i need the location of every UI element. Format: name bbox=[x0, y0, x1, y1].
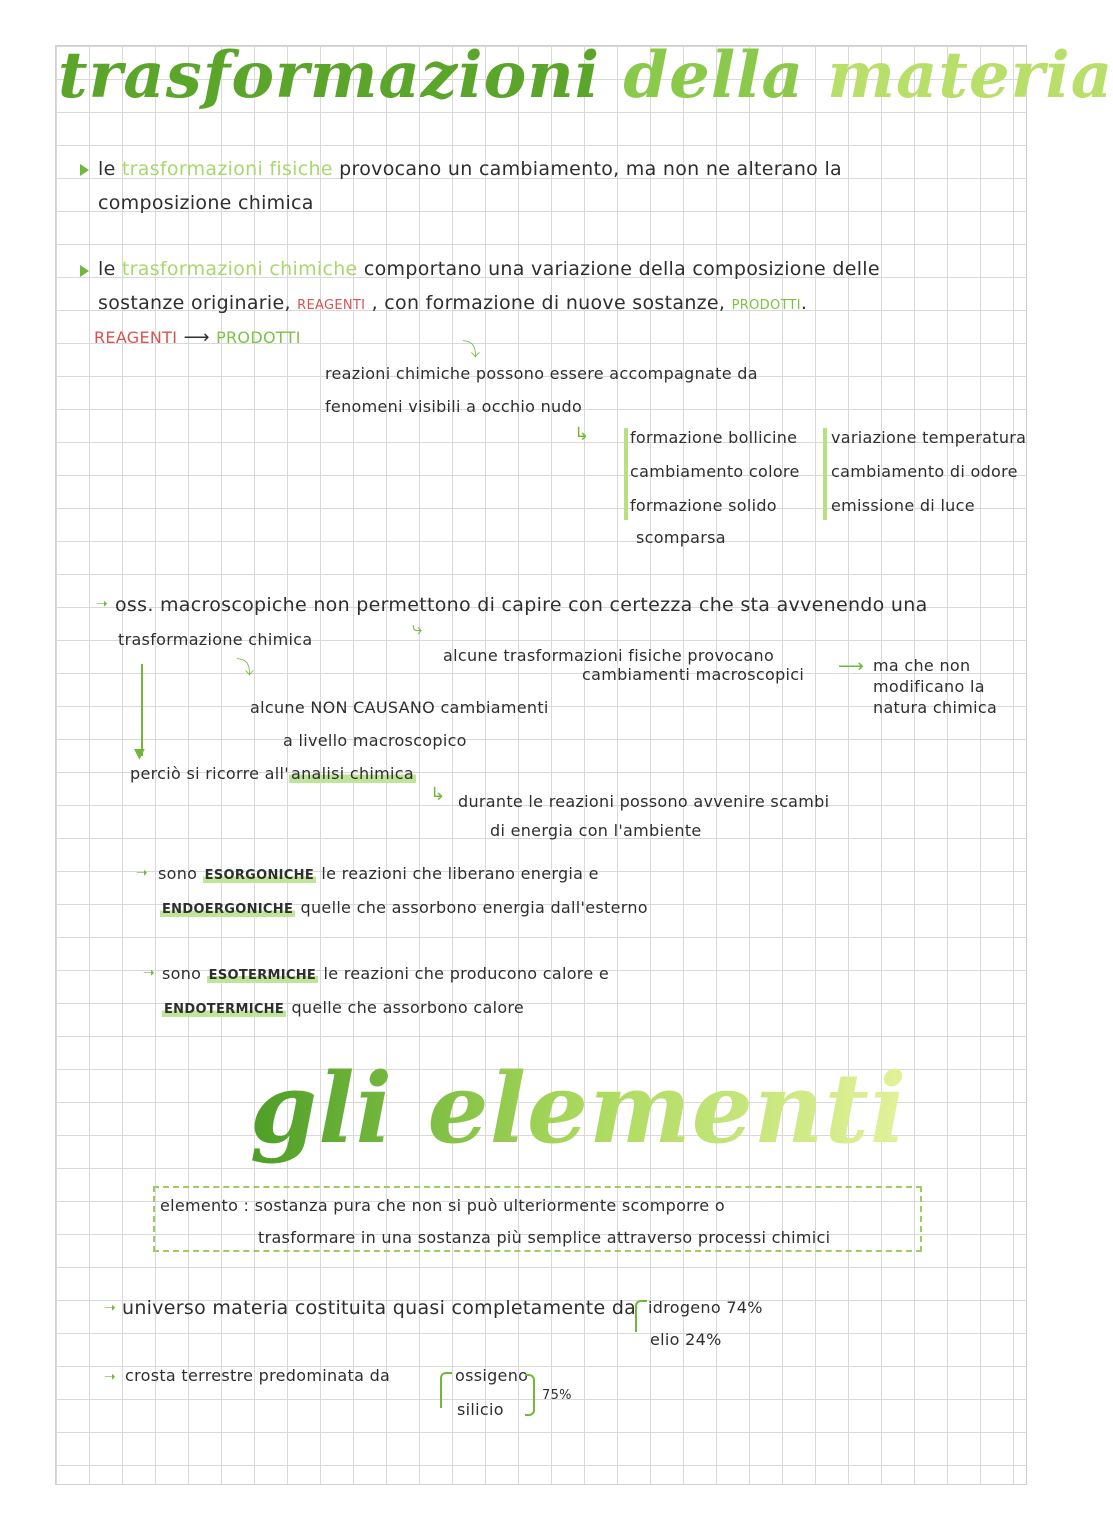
arrow-bullet-icon: ➝ bbox=[104, 1300, 116, 1316]
definition-line2: trasformare in una sostanza più semplice attraverso processi chimici bbox=[258, 1228, 831, 1247]
arrow-bullet-icon: ➝ bbox=[136, 865, 148, 881]
fenomeni-bar-left bbox=[624, 428, 628, 520]
closing-bracket-icon bbox=[525, 1374, 535, 1416]
arrow-bullet-icon: ➝ bbox=[96, 596, 108, 612]
period: . bbox=[800, 292, 808, 314]
definition-line1 bbox=[160, 1196, 725, 1215]
fisiche-text: provocano un cambiamento, ma non ne alterano la bbox=[339, 158, 842, 180]
reagenti-label: REAGENTI bbox=[297, 298, 366, 313]
prodotti-label: PRODOTTI bbox=[731, 298, 801, 313]
ma-che-line3: natura chimica bbox=[873, 698, 998, 717]
alcune-non-line1: alcune NON CAUSANO cambiamenti bbox=[250, 698, 549, 717]
endoergoniche-line bbox=[160, 898, 648, 917]
bullet-fisiche-line2: composizione chimica bbox=[98, 192, 314, 214]
reaction-equation bbox=[94, 326, 301, 348]
esorgoniche-highlight: ESORGONICHE bbox=[204, 868, 315, 883]
curved-arrow-icon: ⤵ bbox=[462, 340, 480, 361]
analisi-chimica-highlight: analisi chimica bbox=[290, 764, 414, 783]
arrow-bullet-icon: ➝ bbox=[143, 965, 155, 981]
fenomeno-item: formazione bollicine bbox=[630, 428, 798, 447]
silicio-value: silicio bbox=[457, 1400, 504, 1419]
lead-word: le bbox=[98, 258, 116, 280]
chimiche-text: comportano una variazione della composizione delle bbox=[363, 258, 880, 280]
fenomeni-bar-right bbox=[823, 428, 827, 520]
section-title-elementi: gli elementi bbox=[250, 1052, 908, 1165]
esotermiche-highlight: ESOTERMICHE bbox=[208, 968, 317, 983]
alcune-fisiche-line1: alcune trasformazioni fisiche provocano bbox=[443, 646, 775, 665]
endoergoniche-text: quelle che assorbono energia dall'esterno bbox=[300, 898, 648, 917]
hook-arrow-icon: ↳ bbox=[430, 784, 446, 805]
fenomeno-item: cambiamento di odore bbox=[831, 462, 1018, 481]
fenomeno-item: variazione temperatura bbox=[831, 428, 1027, 447]
right-arrow-icon: ⟶ bbox=[838, 656, 864, 677]
definition-text: sostanza pura che non si può ulteriormente scomporre o bbox=[254, 1196, 725, 1215]
right-arrow-icon: ⟶ bbox=[183, 327, 210, 348]
definition-label: elemento : bbox=[160, 1196, 250, 1215]
title-word-1: trasformazioni bbox=[58, 38, 601, 113]
elio-value: elio 24% bbox=[650, 1330, 722, 1349]
title-word-3: materia bbox=[827, 38, 1113, 113]
universo-line: universo materia costituita quasi completamente da bbox=[122, 1297, 637, 1319]
bullet-fisiche-line1 bbox=[98, 158, 842, 180]
esotermiche-text: le reazioni che producono calore e bbox=[323, 964, 610, 983]
equation-reagenti: REAGENTI bbox=[94, 328, 178, 347]
reazioni-line2: fenomeni visibili a occhio nudo bbox=[325, 397, 583, 416]
durante-line1: durante le reazioni possono avvenire scambi bbox=[458, 792, 830, 811]
fenomeno-scomparsa: scomparsa bbox=[636, 528, 726, 547]
fenomeno-item: cambiamento colore bbox=[630, 462, 800, 481]
esoergoniche-line bbox=[158, 864, 599, 883]
bullet-triangle-icon bbox=[80, 265, 89, 277]
arrow-bullet-icon: ➝ bbox=[104, 1369, 116, 1385]
bracket-icon bbox=[635, 1300, 647, 1332]
percio-text: perciò si ricorre all' bbox=[130, 764, 289, 783]
alcune-fisiche-line2: cambiamenti macroscopici bbox=[582, 665, 805, 684]
bullet-chimiche-line2 bbox=[98, 292, 807, 314]
percio-line bbox=[130, 764, 416, 783]
term-trasformazioni-chimiche: trasformazioni chimiche bbox=[121, 258, 358, 280]
down-arrow-icon: ▼ bbox=[134, 746, 145, 762]
oss-line1: oss. macroscopiche non permettono di capire con certezza che sta avvenendo una bbox=[115, 594, 928, 616]
reazioni-line1: reazioni chimiche possono essere accompagnate da bbox=[325, 364, 758, 383]
esotermiche-line bbox=[162, 964, 609, 983]
lead-word: le bbox=[98, 158, 116, 180]
idrogeno-value: idrogeno 74% bbox=[648, 1298, 763, 1317]
page-title bbox=[58, 38, 1113, 113]
endotermiche-line bbox=[162, 998, 524, 1017]
down-arrow-line bbox=[141, 664, 143, 756]
endoergoniche-highlight: ENDOERGONICHE bbox=[162, 902, 294, 917]
oss-line2: trasformazione chimica bbox=[118, 630, 313, 649]
ma-che-line2: modificano la bbox=[873, 677, 985, 696]
crosta-line: crosta terrestre predominata da bbox=[125, 1366, 391, 1385]
durante-line2: di energia con l'ambiente bbox=[490, 821, 702, 840]
fenomeno-item: emissione di luce bbox=[831, 496, 975, 515]
sostanze-text: sostanze originarie, bbox=[98, 292, 291, 314]
curved-arrow-icon: ⤵ bbox=[236, 658, 254, 679]
title-word-2: della bbox=[623, 38, 804, 113]
endotermiche-text: quelle che assorbono calore bbox=[291, 998, 525, 1017]
curved-arrow-icon: ⤷ bbox=[412, 618, 423, 639]
fenomeno-item: formazione solido bbox=[630, 496, 777, 515]
bracket-icon bbox=[440, 1372, 452, 1408]
ossigeno-value: ossigeno bbox=[455, 1366, 529, 1385]
endotermiche-highlight: ENDOTERMICHE bbox=[164, 1002, 285, 1017]
bullet-chimiche-line1 bbox=[98, 258, 880, 280]
percentage-75: 75% bbox=[542, 1388, 572, 1403]
ma-che-line1: ma che non bbox=[873, 656, 971, 675]
sono-text: sono bbox=[158, 864, 198, 883]
bullet-triangle-icon bbox=[80, 164, 89, 176]
nuove-sostanze-text: , con formazione di nuove sostanze, bbox=[371, 292, 726, 314]
esorgoniche-text: le reazioni che liberano energia e bbox=[321, 864, 599, 883]
term-trasformazioni-fisiche: trasformazioni fisiche bbox=[121, 158, 333, 180]
hook-arrow-icon: ↳ bbox=[574, 424, 590, 445]
alcune-non-line2: a livello macroscopico bbox=[283, 731, 467, 750]
equation-prodotti: PRODOTTI bbox=[216, 328, 301, 347]
sono-text: sono bbox=[162, 964, 202, 983]
